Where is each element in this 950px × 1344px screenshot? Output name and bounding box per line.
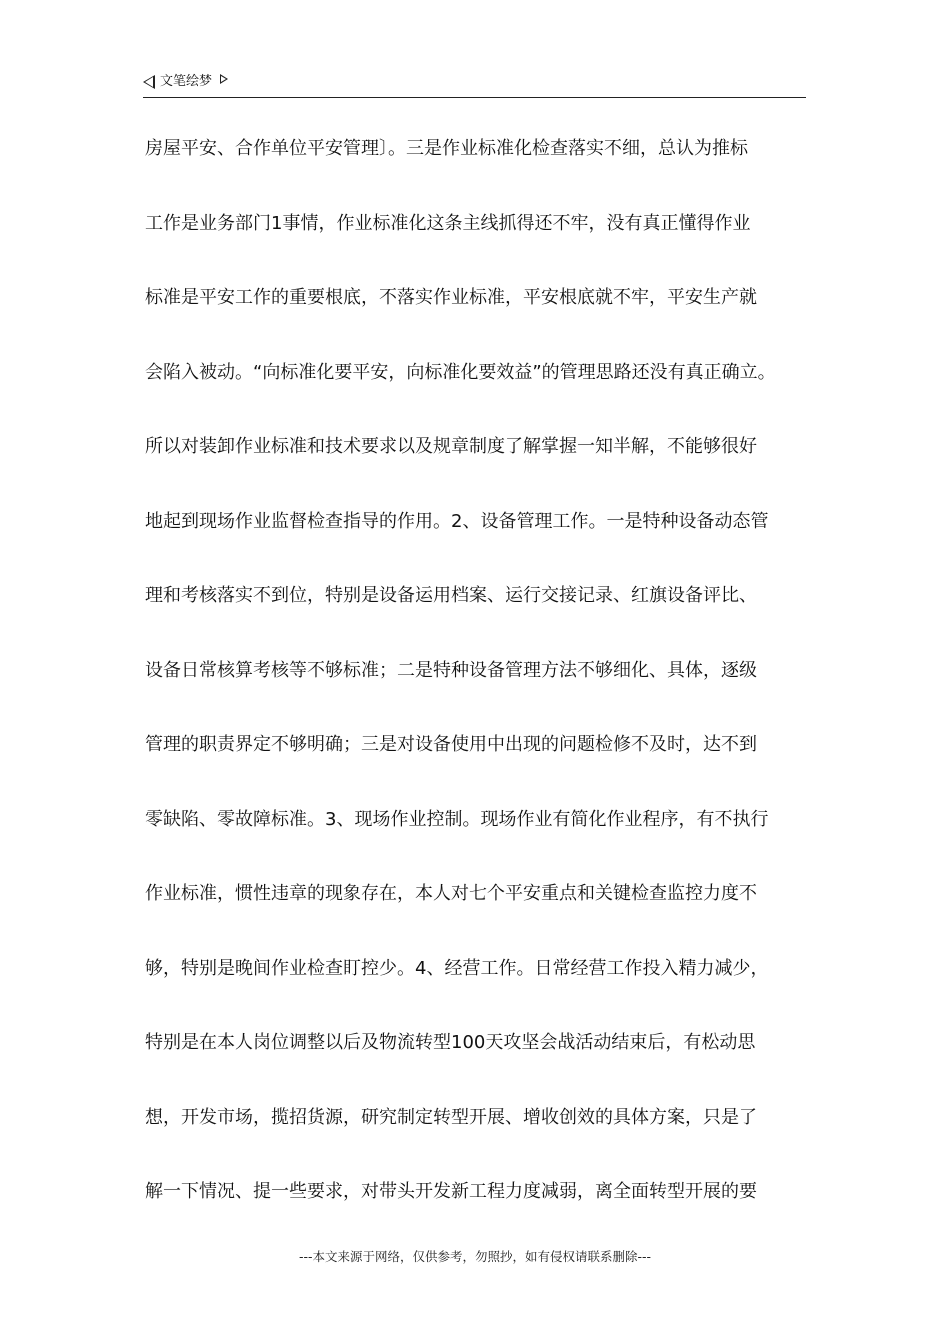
body-line: 作业标准，惯性违章的现象存在，本人对七个平安重点和关键检查监控力度不 [145, 883, 757, 904]
document-body [145, 131, 810, 1249]
left-triangle-icon [143, 75, 155, 89]
body-line: 想，开发市场，揽招货源，研究制定转型开展、增收创效的具体方案，只是了 [145, 1106, 757, 1128]
body-line: 房屋平安、合作单位平安管理〕。三是作业标准化检查落实不细，总认为推标 [145, 138, 748, 159]
body-line: 工作是业务部门1事情，作业标准化这条主线抓得还不牢，没有真正懂得作业 [145, 212, 751, 234]
header-title: 文笔绘梦 [160, 74, 213, 89]
body-line: 所以对装卸作业标准和技术要求以及规章制度了解掌握一知半解，不能够很好 [145, 436, 757, 457]
body-line: 够，特别是晚间作业检查盯控少。4、经营工作。日常经营工作投入精力减少， [145, 957, 769, 979]
page-footer-disclaimer: ---本文来源于网络，仅供参考，勿照抄，如有侵权请联系删除--- [298, 1249, 652, 1264]
body-line: 解一下情况、提一些要求，对带头开发新工程力度减弱，离全面转型开展的要 [145, 1181, 757, 1202]
body-line: 地起到现场作业监督检查指导的作用。2、设备管理工作。一是特种设备动态管 [145, 510, 769, 532]
body-line: 零缺陷、零故障标准。3、现场作业控制。现场作业有简化作业程序，有不执行 [145, 808, 769, 830]
body-line: 会陷入被动。“向标准化要平安，向标准化要效益”的管理思路还没有真正确立。 [145, 361, 776, 383]
body-line: 特别是在本人岗位调整以后及物流转型100天攻坚会战活动结束后，有松动思 [145, 1032, 756, 1053]
header-title-group [143, 74, 228, 90]
body-line: 理和考核落实不到位，特别是设备运用档案、运行交接记录、红旗设备评比、 [145, 585, 757, 606]
body-line: 设备日常核算考核等不够标准；二是特种设备管理方法不够细化、具体，逐级 [145, 659, 757, 681]
body-line: 标准是平安工作的重要根底，不落实作业标准，平安根底就不牢，平安生产就 [145, 287, 757, 308]
body-line: 管理的职责界定不够明确；三是对设备使用中出现的问题检修不及时，达不到 [145, 734, 757, 755]
page-header [143, 72, 806, 98]
right-triangle-icon [220, 74, 228, 84]
